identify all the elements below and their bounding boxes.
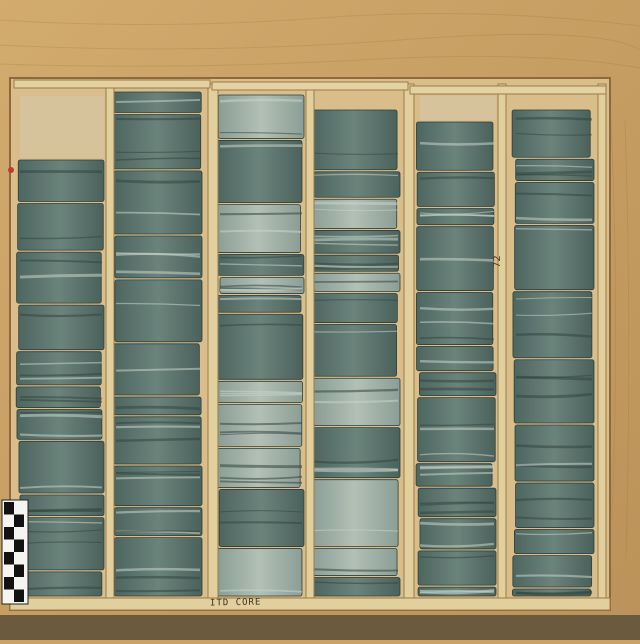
box-frame-top xyxy=(410,86,606,94)
core-piece xyxy=(516,159,594,180)
empty-tray-space xyxy=(20,96,104,158)
row-divider xyxy=(306,84,314,604)
core-piece xyxy=(113,114,200,168)
core-piece xyxy=(18,204,104,251)
rock-band xyxy=(20,412,102,413)
core-piece xyxy=(513,292,592,358)
rock-band xyxy=(20,415,102,417)
marker-pin xyxy=(8,167,14,173)
core-piece xyxy=(216,205,300,253)
core-piece xyxy=(312,230,400,253)
core-piece xyxy=(419,373,496,396)
core-piece xyxy=(217,405,302,447)
scale-segment xyxy=(14,565,24,578)
core-piece xyxy=(513,556,592,587)
rock-band xyxy=(420,143,494,144)
scale-segment xyxy=(14,515,24,528)
rock-band xyxy=(314,266,398,267)
core-piece xyxy=(19,441,104,493)
rock-band xyxy=(516,446,592,447)
rock-band xyxy=(116,422,200,423)
box-frame-top xyxy=(14,80,210,88)
scale-segment xyxy=(14,540,24,553)
row-divider xyxy=(106,84,114,604)
rock-band xyxy=(116,569,200,570)
core-piece xyxy=(313,578,400,596)
rock-band xyxy=(220,213,302,214)
scale-segment xyxy=(4,577,14,590)
row-divider xyxy=(498,84,506,604)
scale-bar xyxy=(2,500,28,604)
core-piece xyxy=(115,280,202,342)
rock-band xyxy=(314,239,398,240)
core-piece xyxy=(416,122,492,170)
depth-mark: 72 xyxy=(492,255,503,268)
rock-band xyxy=(116,427,200,428)
empty-tray-space xyxy=(420,96,496,120)
core-piece xyxy=(514,360,594,423)
scale-segment xyxy=(14,590,24,603)
rock-band xyxy=(220,466,302,467)
core-piece xyxy=(311,110,398,170)
core-piece xyxy=(515,183,594,224)
row-divider xyxy=(404,84,414,604)
rock-band xyxy=(116,181,200,182)
scale-segment xyxy=(4,527,14,540)
rock-band xyxy=(314,300,398,301)
core-piece xyxy=(311,480,398,547)
core-piece xyxy=(417,347,494,371)
rock-band xyxy=(420,361,494,362)
box-frame-top xyxy=(212,82,408,90)
rock-band xyxy=(116,407,200,409)
core-piece xyxy=(217,140,302,202)
rock-band xyxy=(420,512,494,513)
rock-band xyxy=(220,522,302,523)
core-piece xyxy=(516,483,594,528)
rock-band xyxy=(314,264,398,265)
rock-band xyxy=(220,146,302,147)
core-piece xyxy=(20,495,104,516)
row-divider xyxy=(598,84,606,604)
rock-band xyxy=(314,470,398,471)
rock-band xyxy=(220,298,302,299)
rock-band xyxy=(220,100,302,101)
rock-band xyxy=(420,467,494,468)
rock-band xyxy=(220,231,302,232)
core-piece xyxy=(217,549,302,596)
core-piece xyxy=(19,305,104,350)
core-piece xyxy=(515,425,594,481)
core-piece xyxy=(219,489,304,546)
rock-band xyxy=(20,378,102,379)
rock-band xyxy=(116,577,200,578)
core-piece xyxy=(417,209,494,225)
box-label: ITD CORE xyxy=(210,598,262,609)
box-frame-bottom xyxy=(10,598,610,610)
scale-segment xyxy=(4,502,14,515)
row-divider xyxy=(208,84,218,604)
rock-band xyxy=(420,381,494,382)
rock-band xyxy=(516,172,592,174)
core-piece xyxy=(18,160,104,202)
rock-band xyxy=(116,477,200,478)
rock-band xyxy=(516,118,592,119)
rock-band xyxy=(420,177,494,178)
core-piece xyxy=(19,518,104,570)
rock-band xyxy=(420,523,494,524)
floor-strip xyxy=(0,615,640,640)
core-piece xyxy=(17,352,102,385)
core-piece xyxy=(114,538,202,596)
core-piece xyxy=(311,294,398,323)
rock-band xyxy=(314,203,398,204)
core-piece xyxy=(515,225,594,289)
rock-band xyxy=(420,259,494,260)
rock-band xyxy=(116,590,200,591)
scale-segment xyxy=(4,552,14,565)
core-piece xyxy=(17,572,102,596)
